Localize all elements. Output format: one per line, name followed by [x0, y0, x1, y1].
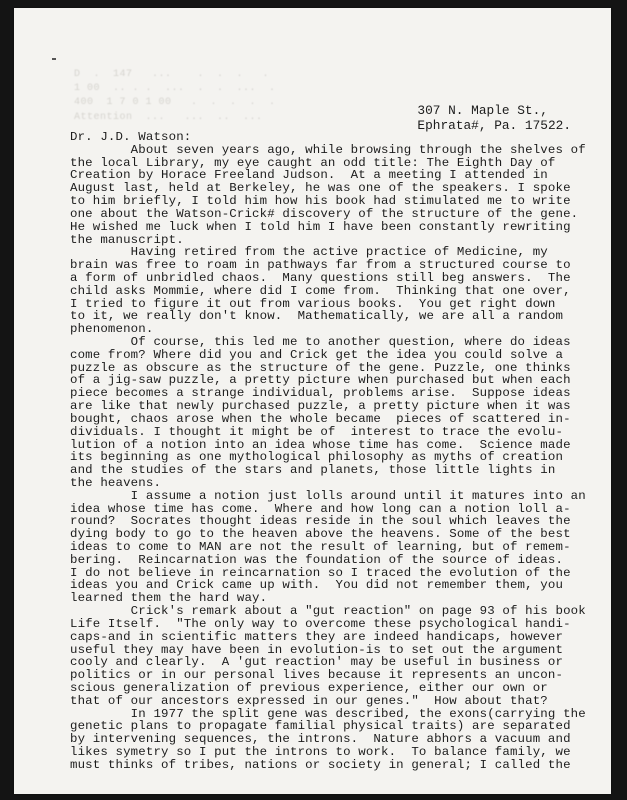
letter-line: its beginning as one mythological philosophy as myths of creation [70, 450, 564, 465]
address-line-street: 307 N. Maple St., [417, 103, 548, 118]
letter-line: genetic plans to propagate familial physical traits) are separated [70, 719, 571, 734]
letter-line: the manuscript. [70, 232, 184, 247]
ghost-line: D . 147 ... . . . . [74, 69, 270, 80]
letter-line: the local Library, my eye caught an odd title: The Eighth Day of [70, 155, 556, 170]
letter-line: August last, held at Berkeley, he was one of the speakers. I spoke [70, 181, 571, 196]
letter-line: child asks Mommie, where did I come from. Thinking that one over, [70, 283, 571, 298]
ghost-line: Attention ... ... .. ... [74, 111, 263, 123]
letter-line: I assume a notion just lolls around until it matures into an [70, 488, 586, 503]
letter-line: lution of a notion into an idea whose time has come. Science made [70, 437, 571, 452]
letter-line: brain was free to roam in pathways far from a structured course to [70, 258, 571, 273]
letter-line: idea whose time has come. Where and how long can a notion loll a- [70, 501, 571, 516]
letter-line: phenomenon. [70, 322, 154, 337]
letter-line: that of our ancestors expressed in our genes." How about that? [70, 693, 548, 708]
letter-line: Life Itself. "The only way to overcome these psychological handi- [70, 616, 571, 631]
page-mark [52, 58, 56, 60]
letter-line: I do not believe in reincarnation so I traced the evolution of the [70, 565, 571, 580]
sender-address [417, 103, 571, 134]
letter-line: and the studies of the stars and planets, those little lights in [70, 463, 556, 478]
letter-line: ideas you and Crick came up with. You did not remember them, you [70, 578, 564, 593]
letter-line: to it, we really don't know. Mathematically, we are all a random [70, 309, 564, 324]
letter-line: He wished me luck when I told him I have been constantly rewriting [70, 219, 571, 234]
letter-line: cooly and clearly. A 'gut reaction' may be useful in business or [70, 655, 564, 670]
address-line-city: Ephrata#, Pa. 17522. [417, 118, 571, 134]
letter-line: by intervening sequences, the introns. Nature abhors a vacuum and [70, 732, 571, 747]
letter-line: a form of unbridled chaos. Many questions still beg answers. The [70, 270, 571, 285]
bleed-through-text [74, 68, 394, 125]
letter-line: Creation by Horace Freeland Judson. At a meeting I attended in [70, 168, 548, 183]
ghost-line: 1 00 .. . . ... . . ... . [74, 83, 276, 95]
letter-line: Crick's remark about a "gut reaction" on page 93 of his book [70, 604, 586, 619]
letter-line: the heavens. [70, 475, 162, 490]
letter-line: About seven years ago, while browsing through the shelves of [70, 142, 586, 157]
letter-line: to him briefly, I told him how his book had stimulated me to write [70, 194, 571, 209]
letter-line: learned them the hard way. [70, 591, 268, 606]
letter-line: must thinks of tribes, nations or society in general; I called the [70, 757, 571, 772]
letter-line: In 1977 the split gene was described, the exons(carrying the [70, 706, 586, 721]
letter-line: Of course, this led me to another question, where do ideas [70, 335, 571, 349]
letter-line: I tried to figure it out from various books. You get right down [70, 296, 556, 311]
letter-line: dividuals. I thought it might be of interest to trace the evolu- [70, 424, 564, 439]
letter-line: dying body to go to the heaven above the heavens. Some of the best [70, 527, 571, 542]
letter-line: likes symetry so I put the introns to work. To balance family, we [70, 745, 571, 759]
letter-line: come from? Where did you and Crick get the idea you could solve a [70, 347, 564, 362]
letter-line: bought, chaos arose when the whole became pieces of scattered in- [70, 411, 571, 426]
letter-line: useful they may have been in evolution-is to set out the argument [70, 642, 564, 657]
letter-line: caps-and in scientific matters they are indeed handicaps, however [70, 629, 564, 644]
letter-line: puzzle as obscure as the structure of the gene. Puzzle, one thinks [70, 360, 571, 375]
letter-line: one about the Watson-Crick# discovery of the structure of the gene. [70, 206, 579, 221]
letter-line: piece becomes a strange individual, problems arise. Suppose ideas [70, 386, 571, 401]
letter-body [70, 130, 586, 772]
salutation: Dr. J.D. Watson: [70, 130, 192, 144]
letter-line: bering. Reincarnation was the foundation of the source of ideas. [70, 552, 564, 567]
letter-line: are like that newly purchased puzzle, a pretty picture when it was [70, 399, 571, 414]
letter-line: scious generalization of previous experience, either our own or [70, 680, 548, 695]
letter-line: ideas to come to MAN are not the result of learning, but of remem- [70, 540, 571, 554]
letter-line: politics or in our personal lives because it represents an uncon- [70, 668, 564, 683]
letter-line: of a jig-saw puzzle, a pretty picture when purchased but when each [70, 373, 571, 388]
letter-line: Having retired from the active practice of Medicine, my [70, 245, 548, 260]
ghost-line: 400 1 7 0 1 00 . . . . . [74, 97, 276, 109]
letter-line: round? Socrates thought ideas reside in the soul which leaves the [70, 514, 571, 529]
